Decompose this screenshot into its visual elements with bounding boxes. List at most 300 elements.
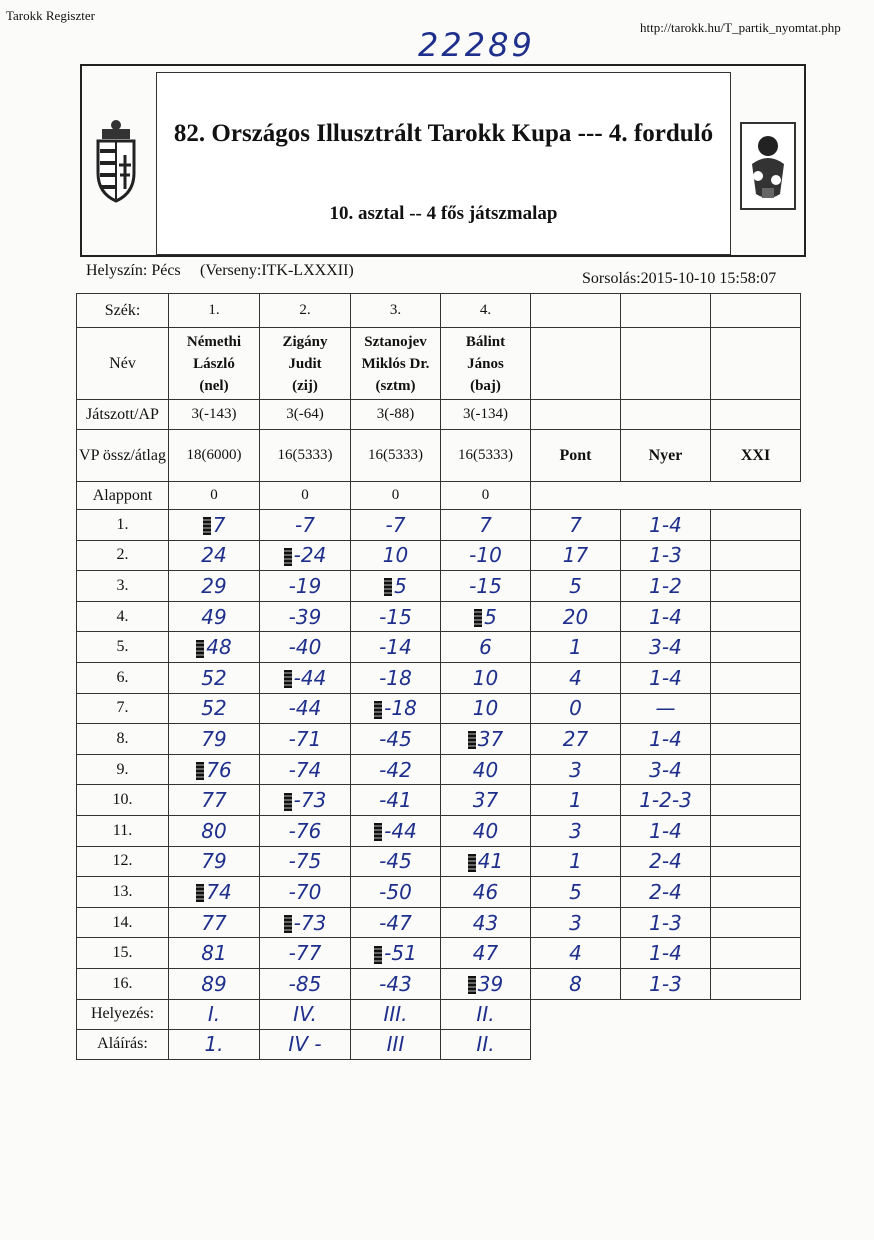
score-cell [351,815,441,846]
score-value: -85 [288,971,322,996]
nyer-value: 3-4 [621,632,711,663]
score-value: -71 [288,726,322,751]
score-cell [169,938,260,969]
base-label: Alappont [77,482,169,510]
dealer-mark-icon [284,670,292,688]
player-code: (zij) [292,377,318,394]
score-value: 43 [472,910,499,935]
nyer-value: 1-3 [621,907,711,938]
score-value: 89 [201,971,227,996]
score-cell [441,571,531,602]
round-number: 1. [77,510,169,541]
empty-cell [621,328,711,400]
round-number: 4. [77,601,169,632]
player-code: (sztm) [375,377,416,394]
score-sheet-table [76,293,801,1060]
score-value: -14 [379,635,412,660]
round-row [77,662,801,693]
score-value: 79 [201,849,227,874]
dealer-mark-icon [468,976,476,994]
round-row [77,693,801,724]
round-number: 16. [77,968,169,999]
player-code: (baj) [470,377,501,394]
empty-cell [621,999,711,1029]
xxi-value [711,540,801,571]
score-value: 52 [201,665,227,690]
player-name-cell [351,328,441,400]
score-cell [351,785,441,816]
score-value: 7 [479,512,492,537]
tarot-card-icon [740,122,796,210]
nyer-value: 1-4 [621,510,711,541]
score-cell [169,601,260,632]
player-name-cell [169,328,260,400]
score-cell [351,754,441,785]
placement-row-value: III. [351,999,441,1029]
score-cell [260,877,351,908]
player-second-name: László [193,355,235,372]
score-value: -39 [288,604,322,629]
score-value: 10 [382,543,409,568]
round-number: 7. [77,693,169,724]
player-code: (nel) [199,377,229,394]
round-number: 15. [77,938,169,969]
empty-cell [531,999,621,1029]
score-value: 40 [472,757,499,782]
score-cell [441,754,531,785]
dealer-mark-icon [196,884,204,902]
nyer-value: — [621,693,711,724]
empty-cell [711,999,801,1029]
score-value: 46 [472,879,499,904]
seat-number: 2. [260,294,351,328]
empty-cell [531,294,621,328]
score-value: -73 [293,788,327,813]
score-value: 81 [201,941,227,966]
xxi-value [711,785,801,816]
pont-value: 3 [531,815,621,846]
nyer-value: 2-4 [621,846,711,877]
pont-value: 1 [531,846,621,877]
nyer-value: 1-2-3 [621,785,711,816]
score-value: 37 [477,726,504,751]
score-cell [169,785,260,816]
dealer-mark-icon [468,854,476,872]
base-value: 0 [351,482,441,510]
pont-value: 3 [531,754,621,785]
handwritten-id: 22289 [418,26,535,64]
score-cell [169,540,260,571]
score-value: -15 [469,573,502,598]
pont-value: 1 [531,785,621,816]
score-value: -18 [384,696,417,721]
placement-row [77,999,801,1029]
round-row [77,968,801,999]
score-cell [169,632,260,663]
round-number: 10. [77,785,169,816]
score-value: 10 [472,665,499,690]
vp-value: 16(5333) [351,430,441,482]
score-value: -73 [293,910,327,935]
score-cell [351,540,441,571]
score-value: 77 [201,788,227,813]
empty-cell [711,328,801,400]
empty-cell [531,400,621,430]
score-cell [169,724,260,755]
round-row [77,632,801,663]
score-value: 24 [201,543,227,568]
score-value: 48 [206,635,232,660]
player-second-name: Judit [288,355,322,372]
empty-cell [531,482,621,510]
score-cell [260,846,351,877]
xxi-value [711,938,801,969]
score-value: 7 [212,512,226,537]
seat-label: Szék: [77,294,169,328]
score-value: -47 [379,910,412,935]
score-cell [260,510,351,541]
round-row [77,938,801,969]
xxi-value [711,846,801,877]
xxi-value [711,571,801,602]
vp-value: 16(5333) [441,430,531,482]
score-value: -44 [384,818,417,843]
score-cell [260,662,351,693]
round-number: 11. [77,815,169,846]
player-first-name: Bálint [465,333,506,350]
round-number: 6. [77,662,169,693]
score-cell [441,632,531,663]
pont-value: 8 [531,968,621,999]
vp-value: 18(6000) [169,430,260,482]
score-value: -50 [379,879,412,904]
round-number: 9. [77,754,169,785]
empty-cell [621,294,711,328]
nyer-value: 1-4 [621,601,711,632]
score-cell [169,877,260,908]
nyer-value: 2-4 [621,877,711,908]
score-cell [351,968,441,999]
score-cell [169,907,260,938]
placement-row-value: IV. [260,999,351,1029]
seat-number: 1. [169,294,260,328]
signature-row-label: Aláírás: [77,1029,169,1059]
round-row [77,877,801,908]
xxi-value [711,662,801,693]
score-cell [441,968,531,999]
dealer-mark-icon [374,946,382,964]
score-value: 29 [201,573,227,598]
signature-row-value: IV - [260,1029,351,1059]
score-value: 49 [201,604,227,629]
score-cell [441,662,531,693]
nyer-value: 3-4 [621,754,711,785]
round-row [77,571,801,602]
score-cell [169,815,260,846]
pont-value: 4 [531,938,621,969]
score-value: -10 [469,543,502,568]
score-cell [351,907,441,938]
nyer-value: 1-3 [621,968,711,999]
signature-row-value: 1. [169,1029,260,1059]
nyer-value: 1-2 [621,571,711,602]
xxi-value [711,601,801,632]
location: Helyszín: Pécs [86,262,181,279]
empty-cell [711,400,801,430]
base-value: 0 [441,482,531,510]
draw-datetime: Sorsolás:2015-10-10 15:58:07 [582,270,777,287]
pont-value: 4 [531,662,621,693]
xxi-value [711,632,801,663]
score-cell [351,662,441,693]
score-cell [260,724,351,755]
dealer-mark-icon [474,609,482,627]
dealer-mark-icon [468,731,476,749]
score-cell [441,907,531,938]
xxi-value [711,815,801,846]
vp-row [77,430,801,482]
seat-row [77,294,801,328]
xxi-value [711,693,801,724]
score-cell [260,968,351,999]
score-cell [441,510,531,541]
score-value: -77 [288,941,322,966]
score-value: 47 [472,941,499,966]
score-value: 40 [472,818,499,843]
base-row [77,482,801,510]
dealer-mark-icon [196,762,204,780]
pont-value: 5 [531,877,621,908]
round-number: 3. [77,571,169,602]
played-value: 3(-134) [441,400,531,430]
empty-cell [711,482,801,510]
score-cell [351,571,441,602]
empty-cell [621,400,711,430]
xxi-value [711,968,801,999]
played-label: Játszott/AP [77,400,169,430]
score-cell [169,846,260,877]
xxi-value [711,877,801,908]
round-row [77,510,801,541]
round-number: 13. [77,877,169,908]
player-first-name: Némethi [186,333,242,350]
dealer-mark-icon [203,517,211,535]
pont-value: 3 [531,907,621,938]
nyer-value: 1-4 [621,662,711,693]
score-cell [169,968,260,999]
score-value: -45 [379,849,412,874]
score-cell [260,571,351,602]
score-value: 80 [201,818,227,843]
score-value: 41 [477,849,504,874]
xxi-value [711,510,801,541]
round-row [77,785,801,816]
empty-cell [531,328,621,400]
base-value: 0 [260,482,351,510]
round-row [77,601,801,632]
nyer-value: 1-4 [621,724,711,755]
score-value: -76 [288,818,322,843]
score-value: 77 [201,910,227,935]
score-value: 5 [394,573,407,598]
score-cell [260,540,351,571]
nyer-value: 1-4 [621,815,711,846]
score-cell [351,510,441,541]
score-cell [351,877,441,908]
score-value: 6 [479,635,492,660]
pont-value: 27 [531,724,621,755]
round-row [77,540,801,571]
score-cell [260,601,351,632]
score-value: -51 [384,941,417,966]
xxi-header: XXI [711,430,801,482]
score-cell [169,693,260,724]
empty-cell [621,1029,711,1059]
nyer-value: 1-4 [621,938,711,969]
player-first-name: Zigány [282,333,328,350]
score-cell [351,632,441,663]
round-row [77,815,801,846]
score-value: 74 [206,879,232,904]
score-cell [169,662,260,693]
placement-row-label: Helyezés: [77,999,169,1029]
round-number: 2. [77,540,169,571]
round-number: 5. [77,632,169,663]
placement-row-value: I. [169,999,260,1029]
vp-value: 16(5333) [260,430,351,482]
seat-number: 4. [441,294,531,328]
name-row [77,328,801,400]
pont-value: 7 [531,510,621,541]
score-value: 79 [201,726,227,751]
seat-number: 3. [351,294,441,328]
player-name-cell [441,328,531,400]
score-value: -45 [379,726,412,751]
round-number: 12. [77,846,169,877]
round-number: 14. [77,907,169,938]
score-cell [260,938,351,969]
score-cell [351,601,441,632]
score-cell [351,724,441,755]
pont-value: 1 [531,632,621,663]
player-second-name: Miklós Dr. [361,355,430,372]
score-cell [441,724,531,755]
score-value: -74 [288,757,322,782]
played-value: 3(-143) [169,400,260,430]
base-value: 0 [169,482,260,510]
score-cell [441,815,531,846]
score-cell [351,693,441,724]
score-cell [169,571,260,602]
nyer-value: 1-3 [621,540,711,571]
dealer-mark-icon [284,548,292,566]
round-row [77,724,801,755]
pont-value: 0 [531,693,621,724]
dealer-mark-icon [284,793,292,811]
score-cell [260,785,351,816]
score-cell [441,540,531,571]
vp-label: VP össz/átlag [77,430,169,482]
played-value: 3(-64) [260,400,351,430]
score-cell [441,938,531,969]
score-value: 37 [472,788,499,813]
score-value: -18 [379,665,412,690]
empty-cell [621,482,711,510]
score-cell [169,754,260,785]
score-cell [260,632,351,663]
score-value: 39 [477,971,504,996]
empty-cell [531,1029,621,1059]
app-name: Tarokk Regiszter [6,8,95,23]
score-cell [351,938,441,969]
score-cell [260,754,351,785]
round-row [77,754,801,785]
round-row [77,846,801,877]
dealer-mark-icon [374,701,382,719]
page-title: 82. Országos Illusztrált Tarokk Kupa --- 4. forduló [173,120,714,147]
score-value: -41 [379,788,412,813]
score-value: -15 [379,604,412,629]
placement-row-value: II. [441,999,531,1029]
dealer-mark-icon [196,640,204,658]
score-value: -42 [379,757,412,782]
score-cell [260,907,351,938]
pont-value: 20 [531,601,621,632]
score-value: 76 [206,757,232,782]
score-cell [441,601,531,632]
score-value: -75 [288,849,322,874]
score-value: -43 [379,971,412,996]
dealer-mark-icon [284,915,292,933]
score-value: -19 [288,573,322,598]
dealer-mark-icon [384,578,392,596]
score-cell [260,815,351,846]
score-value: -7 [295,512,315,537]
signature-row-value: II. [441,1029,531,1059]
round-row [77,907,801,938]
pont-value: 5 [531,571,621,602]
empty-cell [711,1029,801,1059]
xxi-value [711,754,801,785]
xxi-value [711,724,801,755]
score-value: 52 [201,696,227,721]
score-cell [441,693,531,724]
score-value: 5 [484,604,497,629]
pont-value: 17 [531,540,621,571]
player-second-name: János [467,355,504,372]
dealer-mark-icon [374,823,382,841]
played-value: 3(-88) [351,400,441,430]
empty-cell [711,294,801,328]
signature-row [77,1029,801,1059]
page-url: http://tarokk.hu/T_partik_nyomtat.php [640,20,841,35]
competition-code: (Verseny:ITK-LXXXII) [200,262,354,279]
xxi-value [711,907,801,938]
score-value: -24 [293,543,327,568]
score-value: -7 [385,512,406,537]
page-subtitle: 10. asztal -- 4 fős játszmalap [329,203,558,224]
score-value: 10 [472,696,499,721]
player-first-name: Sztanojev [364,333,427,350]
score-cell [441,877,531,908]
score-value: -40 [288,635,322,660]
header-title-box [156,72,731,255]
score-value: -44 [293,665,327,690]
score-cell [441,846,531,877]
score-value: -44 [288,696,322,721]
signature-row-value: III [351,1029,441,1059]
score-cell [260,693,351,724]
